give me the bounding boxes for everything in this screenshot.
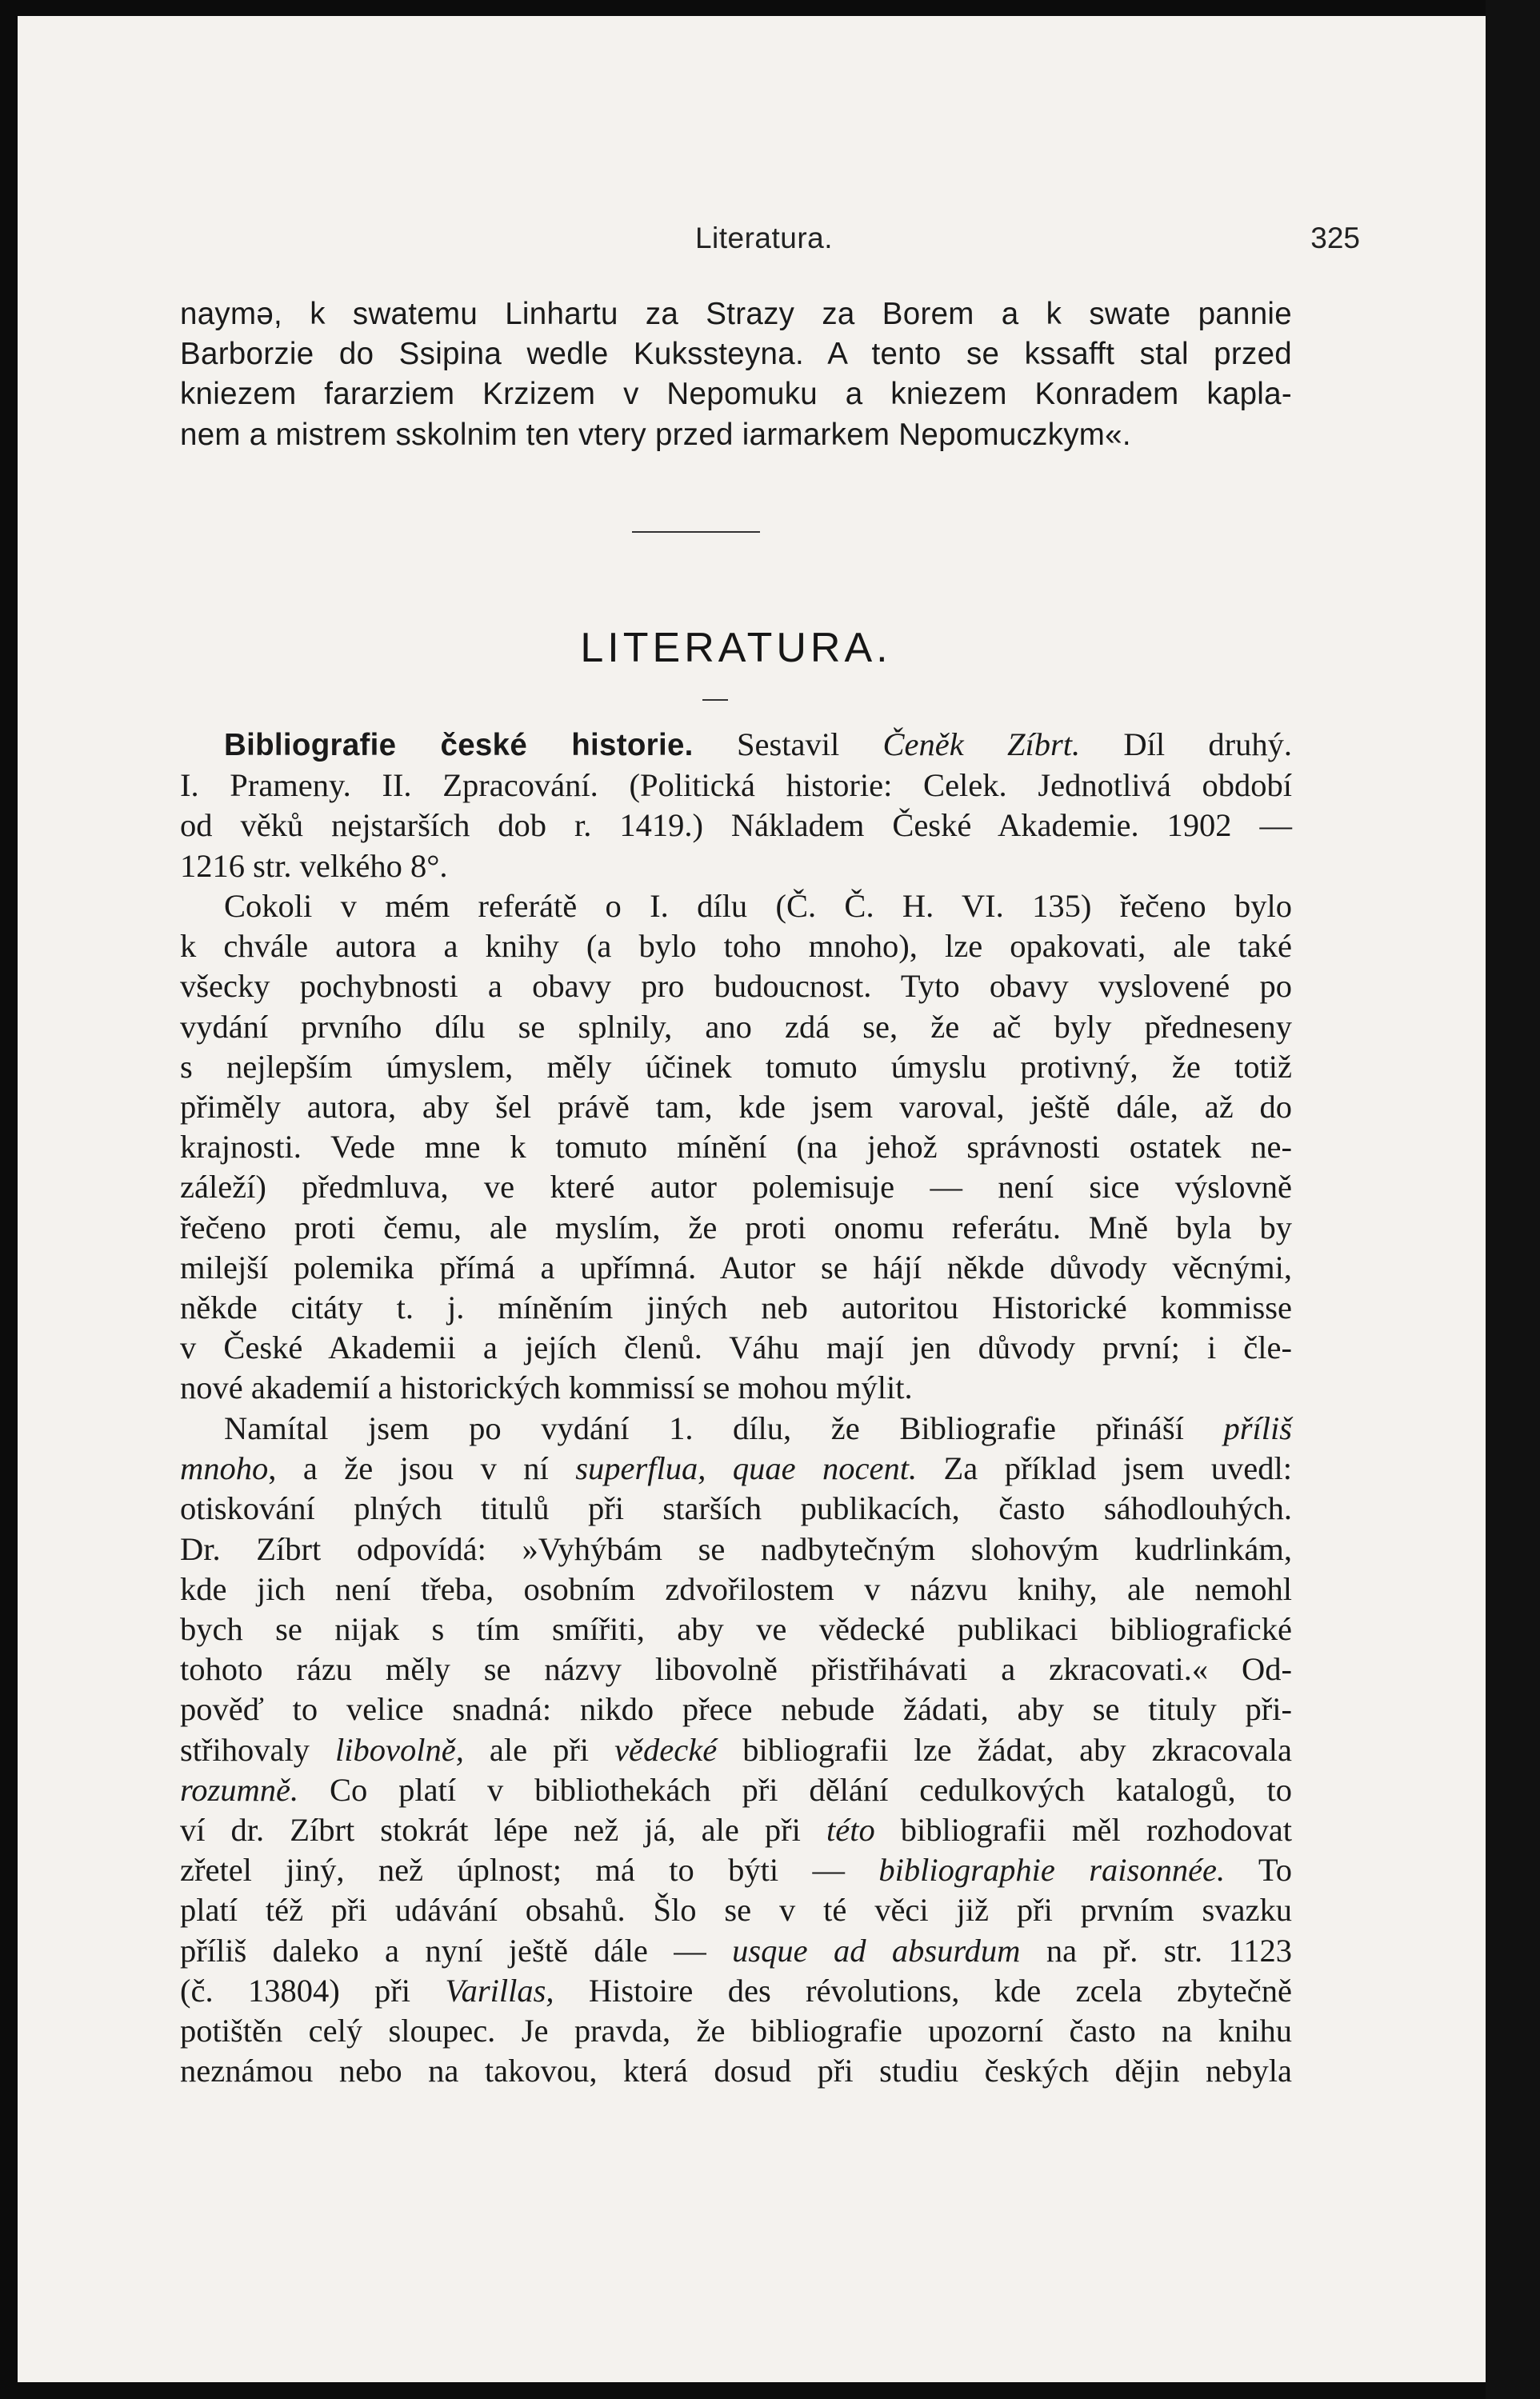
text-line: tohoto rázu měly se názvy libovolně přistřihávati a zkracovati.« Od- bbox=[180, 1651, 1292, 1688]
emphasis: příliš bbox=[1223, 1410, 1293, 1446]
compiled-by: Sestavil bbox=[736, 726, 840, 762]
text-line bbox=[180, 1850, 1292, 1890]
text-line: platí též při udávání obsahů. Šlo se v té věci již při prvním svazku bbox=[180, 1892, 1292, 1929]
scan-edge bbox=[1486, 0, 1540, 2399]
running-title: Literatura. bbox=[694, 222, 834, 254]
text-line: s nejlepším úmyslem, měly účinek tomuto úmyslu protivný, že totiž bbox=[180, 1048, 1292, 1085]
text-line bbox=[180, 1971, 1292, 2011]
text-line: v České Akademii a jejích členů. Váhu mají jen důvody první; i čle- bbox=[180, 1329, 1292, 1366]
text-line: někde citáty t. j. míněním jiných neb autoritou Historické kommisse bbox=[180, 1289, 1292, 1326]
text-span: zřetel jiný, než úplnost; má to býti — bbox=[180, 1852, 845, 1889]
entry-title: Bibliografie české historie. bbox=[224, 728, 694, 762]
text-span: To bbox=[1258, 1852, 1292, 1889]
text-line: otiskování plných titulů při starších publikacích, často sáhodlouhých. bbox=[180, 1490, 1292, 1527]
text-span: na př. str. 1123 bbox=[1046, 1932, 1293, 1969]
latin-phrase: superflua, quae nocent. bbox=[575, 1450, 918, 1487]
text-line bbox=[180, 1730, 1292, 1770]
emphasis: Varillas, bbox=[445, 1972, 554, 2009]
entry-author: Čeněk Zíbrt. bbox=[882, 726, 1081, 762]
text-span: (č. 13804) při bbox=[180, 1972, 411, 2009]
text-line: neznámou nebo na takovou, která dosud při studiu českých dějin nebyla bbox=[180, 2053, 1292, 2089]
text-line bbox=[180, 1931, 1292, 1971]
emphasis: této bbox=[826, 1812, 875, 1849]
section-title: LITERATURA. bbox=[580, 625, 892, 671]
text-line: Barborzie do Ssipina wedle Kukssteyna. A tento se kssafft stal przed bbox=[180, 337, 1292, 372]
top-paragraph bbox=[180, 294, 1292, 455]
text-line: vydání prvního dílu se splnily, ano zdá se, že ač byly předneseny bbox=[180, 1008, 1292, 1045]
text-line: všecky pochybnosti a obavy pro budoucnost. Tyto obavy vyslovené po bbox=[180, 968, 1292, 1005]
text-line: od věků nejstarších dob r. 1419.) Nákladem České Akademie. 1902 — bbox=[180, 807, 1292, 844]
text-line: krajnosti. Vede mne k tomuto mínění (na jehož správnosti ostatek ne- bbox=[180, 1129, 1292, 1166]
text-line: kde jich není třeba, osobním zdvořilostem v názvu knihy, ale nemohl bbox=[180, 1570, 1292, 1607]
running-header bbox=[168, 222, 1360, 262]
text-line: k chvále autora a knihy (a bylo toho mnoho), lze opakovati, ale také bbox=[180, 928, 1292, 965]
text-line: bych se nijak s tím smířiti, aby ve vědecké publikaci bibliografické bbox=[180, 1611, 1292, 1648]
text-line: Dr. Zíbrt odpovídá: »Vyhýbám se nadbytečným slohovým kudrlinkám, bbox=[180, 1530, 1292, 1567]
french-phrase: bibliographie raisonnée. bbox=[878, 1852, 1226, 1889]
text-line bbox=[180, 1770, 1292, 1810]
entry-volume: Díl druhý. bbox=[1123, 726, 1293, 762]
emphasis: libovolně, bbox=[335, 1731, 464, 1768]
text-span: příliš daleko a nyní ještě dále — bbox=[180, 1932, 706, 1969]
text-line: kniezem fararziem Krzizem v Nepomuku a kniezem Konradem kapla- bbox=[180, 377, 1292, 412]
text-line bbox=[180, 1409, 1292, 1449]
paragraph-1 bbox=[180, 886, 1292, 1409]
text-span: bibliografii měl rozhodovat bbox=[900, 1812, 1293, 1849]
page-number: 325 bbox=[1310, 222, 1360, 254]
text-line: potištěn celý sloupec. Je pravda, že bibliografie upozorní často na knihu bbox=[180, 2013, 1292, 2049]
text-span: Co platí v bibliothekách při dělání cedulkových katalogů, to bbox=[330, 1771, 1293, 1808]
text-line: 1216 str. velkého 8°. bbox=[180, 847, 448, 884]
text-span: ale při bbox=[489, 1731, 590, 1768]
title-rule bbox=[702, 699, 728, 701]
text-span: , a že jsou v ní bbox=[268, 1450, 549, 1487]
text-span: ví dr. Zíbrt stokrát lépe než já, ale při bbox=[180, 1812, 801, 1849]
text-line: milejší polemika přímá a upřímná. Autor se hájí někde důvody věcnými, bbox=[180, 1249, 1292, 1285]
text-line: naymə, k swatemu Linhartu za Strazy za Borem a k swate pannie bbox=[180, 297, 1292, 331]
paragraph-2 bbox=[180, 1409, 1292, 2091]
text-line bbox=[180, 1449, 1292, 1489]
text-line: řečeno proti čemu, ale myslím, že proti onomu referátu. Mně byla by bbox=[180, 1209, 1292, 1245]
text-line: pověď to velice snadná: nikdo přece nebude žádati, aby se tituly při- bbox=[180, 1691, 1292, 1728]
text-span: bibliografii lze žádat, aby zkracovala bbox=[742, 1731, 1293, 1768]
text-line: I. Prameny. II. Zpracování. (Politická historie: Celek. Jednotlivá období bbox=[180, 767, 1292, 804]
text-line: nové akademií a historických kommissí se mohou mýlit. bbox=[180, 1369, 913, 1406]
text-span: Histoire des révolutions, kde zcela zbytečně bbox=[588, 1972, 1293, 2009]
emphasis: rozumně. bbox=[180, 1771, 299, 1808]
text-line bbox=[180, 1810, 1292, 1850]
bibliography-entry bbox=[180, 725, 1292, 886]
emphasis: vědecké bbox=[614, 1731, 718, 1768]
text-line: nem a mistrem sskolnim ten vtery przed iarmarkem Nepomuczkym«. bbox=[180, 417, 1131, 452]
entry-heading-line bbox=[180, 725, 1292, 766]
text-span: Za příklad jsem uvedl: bbox=[943, 1450, 1293, 1487]
text-line: přiměly autora, aby šel právě tam, kde jsem varoval, ještě dále, až do bbox=[180, 1089, 1292, 1126]
latin-phrase: usque ad absurdum bbox=[732, 1932, 1021, 1969]
text-span: střihovaly bbox=[180, 1731, 310, 1768]
separator-rule bbox=[632, 531, 760, 533]
text-span: Namítal jsem po vydání 1. dílu, že Bibliografie přináší bbox=[224, 1410, 1184, 1446]
emphasis: mnoho bbox=[180, 1450, 269, 1487]
text-line: Cokoli v mém referátě o I. dílu (Č. Č. H. VI. 135) řečeno bylo bbox=[224, 888, 1292, 924]
text-line: záleží) předmluva, ve které autor polemisuje — není sice výslovně bbox=[180, 1169, 1292, 1205]
